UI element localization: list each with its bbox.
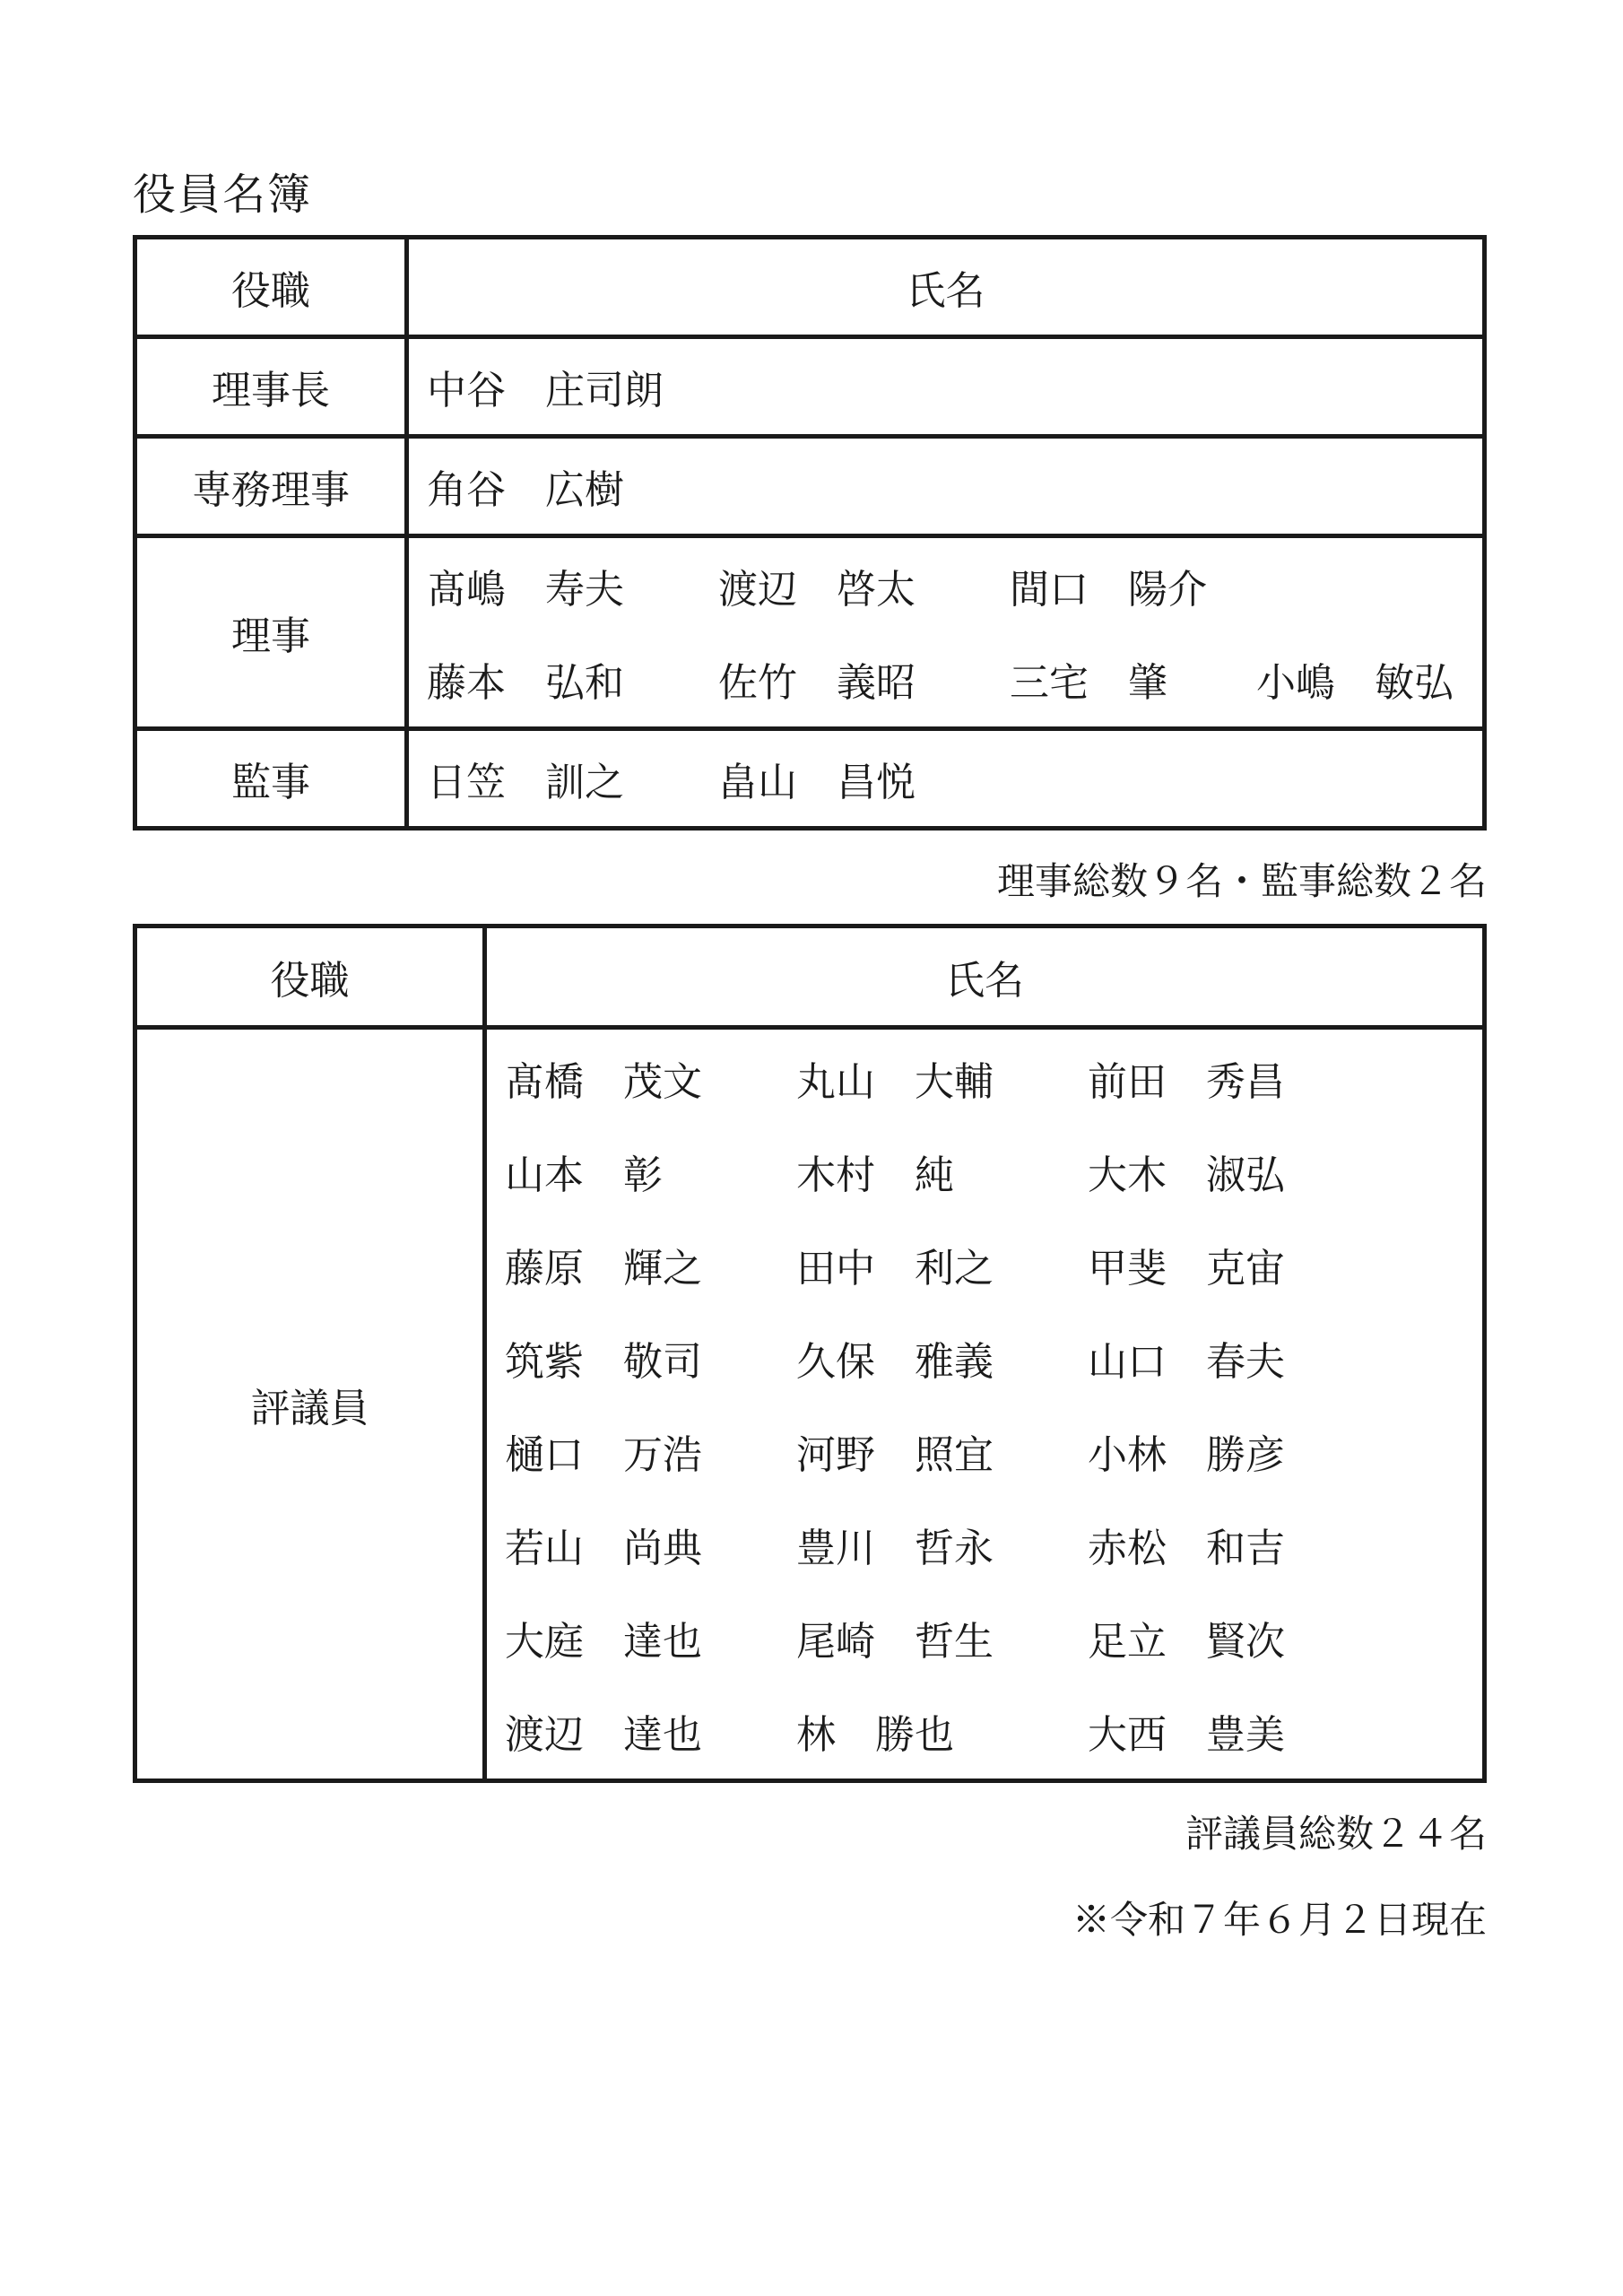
role-cell: 理事 bbox=[135, 536, 407, 729]
person-name: 赤松 和吉 bbox=[1088, 1525, 1285, 1571]
person-name: 日笠 訓之 bbox=[427, 760, 624, 805]
person-name: 田中 利之 bbox=[796, 1245, 994, 1292]
name-line bbox=[505, 1311, 1482, 1405]
table-row bbox=[135, 437, 1485, 536]
person-name: 山口 春夫 bbox=[1088, 1338, 1285, 1385]
person-name: 間口 陽介 bbox=[1010, 567, 1207, 613]
person-name: 角谷 広樹 bbox=[427, 467, 624, 513]
names-cell bbox=[407, 337, 1485, 437]
table-row bbox=[135, 536, 1485, 729]
name-line bbox=[505, 1125, 1482, 1218]
person-name: 久保 雅義 bbox=[796, 1338, 994, 1385]
officers-table bbox=[133, 235, 1487, 831]
person-name: 小嶋 敏弘 bbox=[1256, 660, 1454, 706]
person-name: 大庭 達也 bbox=[505, 1618, 702, 1665]
person-name: 大木 淑弘 bbox=[1088, 1152, 1285, 1198]
person-name: 大西 豊美 bbox=[1088, 1711, 1285, 1758]
person-name: 樋口 万浩 bbox=[505, 1431, 702, 1478]
name-line bbox=[505, 1218, 1482, 1311]
councillors-summary: 評議員総数２４名 bbox=[1185, 1812, 1487, 1856]
name-line bbox=[505, 1684, 1482, 1778]
names-cell bbox=[485, 1028, 1485, 1781]
person-name: 佐竹 義昭 bbox=[718, 660, 916, 706]
names-cell bbox=[407, 437, 1485, 536]
person-name: 筑紫 敬司 bbox=[505, 1338, 702, 1385]
name-line bbox=[505, 1405, 1482, 1498]
header-role: 役職 bbox=[135, 926, 485, 1028]
person-name: 山本 彰 bbox=[505, 1152, 663, 1198]
table-row bbox=[135, 1028, 1485, 1781]
person-name: 畠山 昌悦 bbox=[718, 760, 916, 805]
person-name: 木村 純 bbox=[796, 1152, 954, 1198]
role-cell: 評議員 bbox=[135, 1028, 485, 1781]
name-line bbox=[505, 1591, 1482, 1684]
person-name: 河野 照宜 bbox=[796, 1431, 994, 1478]
person-name: 中谷 庄司朗 bbox=[427, 368, 664, 413]
header-name: 氏名 bbox=[485, 926, 1485, 1028]
person-name: 渡辺 啓太 bbox=[718, 567, 916, 613]
person-name: 髙嶋 寿夫 bbox=[427, 567, 624, 613]
person-name: 藤原 輝之 bbox=[505, 1245, 702, 1292]
page-title: 役員名簿 bbox=[133, 170, 313, 220]
officers-summary: 理事総数９名・監事総数２名 bbox=[996, 859, 1487, 903]
person-name: 若山 尚典 bbox=[505, 1525, 702, 1571]
role-cell: 専務理事 bbox=[135, 437, 407, 536]
header-role: 役職 bbox=[135, 238, 407, 337]
as-of-date: ※令和７年６月２日現在 bbox=[1072, 1898, 1487, 1942]
table-row bbox=[135, 337, 1485, 437]
table-header-row bbox=[135, 926, 1485, 1028]
table-header-row bbox=[135, 238, 1485, 337]
person-name: 尾崎 哲生 bbox=[796, 1618, 994, 1665]
person-name: 丸山 大輔 bbox=[796, 1058, 994, 1105]
header-name: 氏名 bbox=[407, 238, 1485, 337]
names-cell bbox=[407, 729, 1485, 829]
role-cell: 監事 bbox=[135, 729, 407, 829]
councillors-table bbox=[133, 924, 1487, 1783]
person-name: 髙橋 茂文 bbox=[505, 1058, 702, 1105]
person-name: 甲斐 克宙 bbox=[1088, 1245, 1285, 1292]
name-line bbox=[505, 1498, 1482, 1591]
table-row bbox=[135, 729, 1485, 829]
person-name: 足立 賢次 bbox=[1088, 1618, 1285, 1665]
person-name: 小林 勝彦 bbox=[1088, 1431, 1285, 1478]
person-name: 前田 秀昌 bbox=[1088, 1058, 1285, 1105]
person-name: 林 勝也 bbox=[796, 1711, 954, 1758]
names-cell bbox=[407, 536, 1485, 729]
name-line bbox=[505, 1031, 1482, 1125]
person-name: 藤本 弘和 bbox=[427, 660, 624, 706]
role-cell: 理事長 bbox=[135, 337, 407, 437]
person-name: 三宅 肇 bbox=[1010, 660, 1167, 706]
person-name: 渡辺 達也 bbox=[505, 1711, 702, 1758]
person-name: 豊川 哲永 bbox=[796, 1525, 994, 1571]
